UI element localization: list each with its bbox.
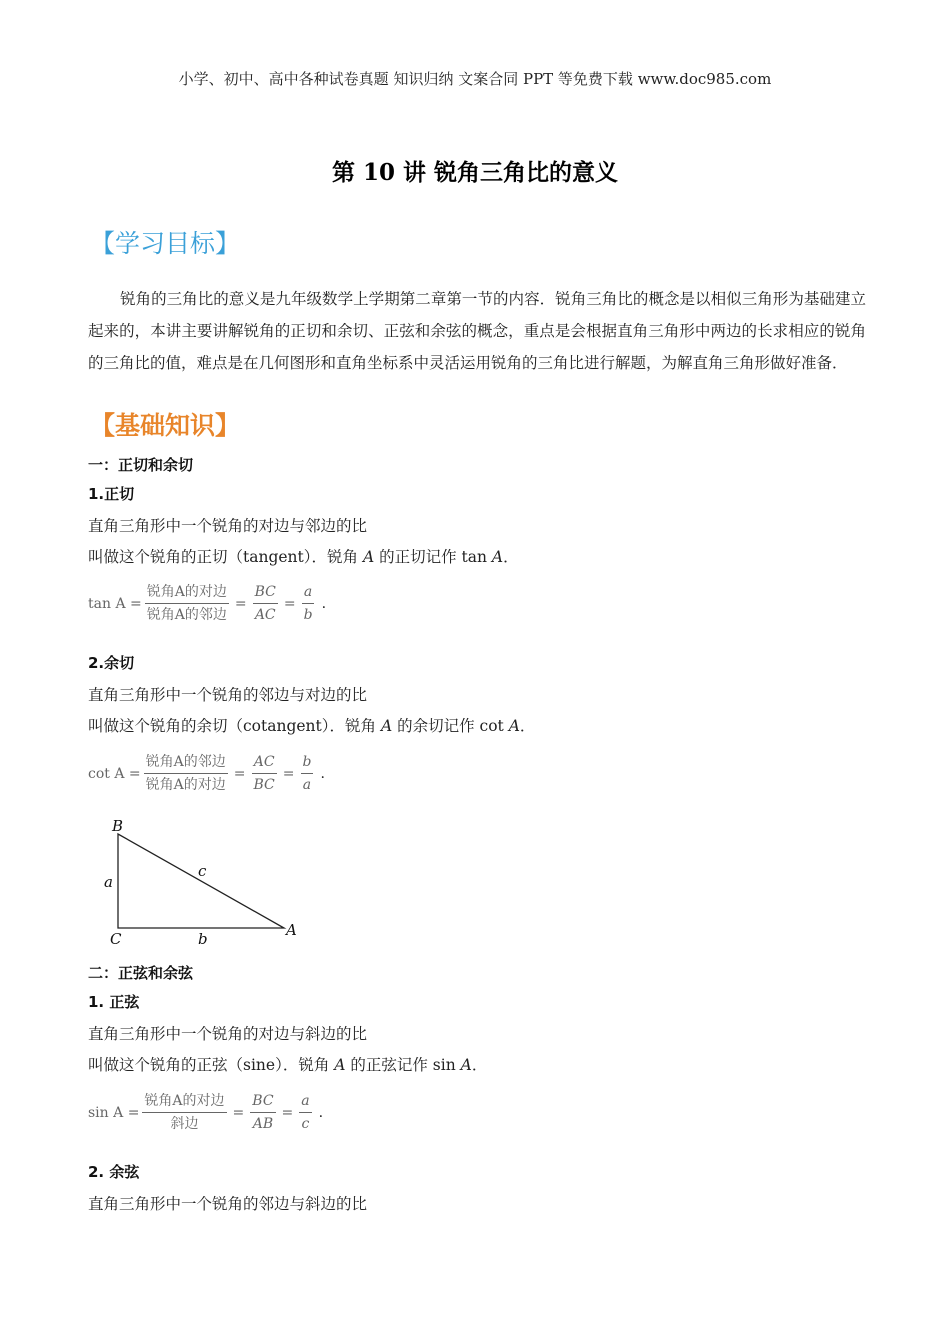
- section-heading-basics: 【基础知识】: [90, 411, 241, 440]
- cot-definition-line2: 叫做这个锐角的余切（cotangent）．锐角 A 的余切记作 cot A．: [88, 717, 536, 735]
- triangle-shape: [118, 834, 284, 928]
- tan-definition-line1: 直角三角形中一个锐角的对边与邻边的比: [88, 517, 368, 535]
- side-label-b: b: [198, 930, 208, 948]
- sin-definition-line2: 叫做这个锐角的正弦（sine）．锐角 A 的正弦记作 sin A．: [88, 1056, 488, 1074]
- page-header: 小学、初中、高中各种试卷真题 知识归纳 文案合同 PPT 等免费下载 www.doc985.com: [178, 70, 772, 88]
- side-label-c: c: [198, 862, 207, 880]
- subsection-tan-cot-heading: 一：正切和余切: [88, 456, 194, 474]
- cos-heading: 2. 余弦: [88, 1163, 140, 1181]
- page-title: 第 10 讲 锐角三角比的意义: [331, 159, 619, 186]
- side-label-a: a: [104, 873, 113, 891]
- tan-definition-line2: 叫做这个锐角的正切（tangent）．锐角 A 的正切记作 tan A．: [88, 548, 519, 566]
- sin-heading: 1. 正弦: [88, 993, 140, 1011]
- vertex-label-C: C: [110, 930, 122, 948]
- vertex-label-A: A: [286, 921, 297, 939]
- intro-paragraph: 锐角的三角比的意义是九年级数学上学期第二章第一节的内容．锐角三角比的概念是以相似三角形为基础建立起来的，本讲主要讲解锐角的正切和余切、正弦和余弦的概念，重点是会根据直角三角形中两边的长求相应的锐角的三角比的值，难点是在几何图形和直角坐标系中灵活运用锐角的三角比进行解题，为解直角三角形做好准备．: [88, 290, 866, 372]
- sin-definition-line1: 直角三角形中一个锐角的对边与斜边的比: [88, 1025, 368, 1043]
- cot-formula: cot A = $\frac{\text{锐角A的邻边}}{\text{锐角A的对边}}$ = $\frac{AC}{BC}$ = $\frac{b}{a}$ .: [88, 754, 325, 793]
- tan-heading: 1.正切: [88, 485, 135, 503]
- right-triangle-figure: [96, 812, 311, 952]
- section-heading-learning-goals: 【学习目标】: [90, 229, 241, 258]
- sin-formula: sin A = $\frac{\text{锐角A的对边}}{\text{斜边}}$ = $\frac{BC}{AB}$ = $\frac{a}{c}$ .: [88, 1093, 324, 1132]
- tan-formula: tan A = $\frac{\text{锐角A的对边}}{\text{锐角A的邻边}}$ = $\frac{BC}{AC}$ = $\frac{a}{b}$ .: [88, 584, 327, 623]
- cot-heading: 2.余切: [88, 654, 135, 672]
- vertex-label-B: B: [112, 817, 124, 835]
- cot-definition-line1: 直角三角形中一个锐角的邻边与对边的比: [88, 686, 368, 704]
- cos-definition-line1: 直角三角形中一个锐角的邻边与斜边的比: [88, 1195, 368, 1213]
- subsection-sin-cos-heading: 二：正弦和余弦: [88, 964, 194, 982]
